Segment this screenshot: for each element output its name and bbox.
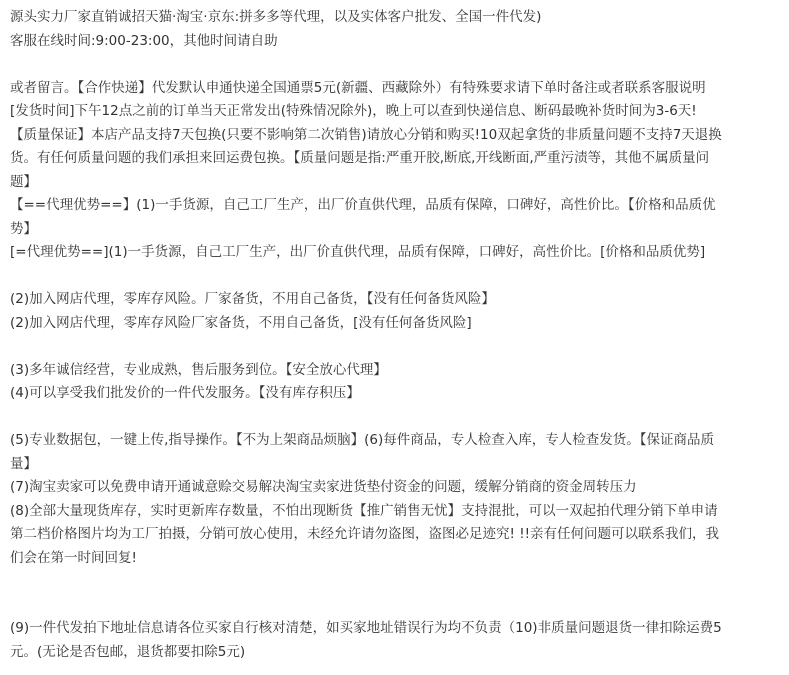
spacer — [10, 570, 728, 617]
quality-guarantee-paragraph: 【质量保证】本店产品支持7天包换(只要不影响第二次销售)请放心分销和购买!10双起拿货的非质量问题不支持7天退换货。有任何质量问题的我们承担来回运费包换。【质量问题是指:严重开胶,断底,开线断面,严重污渍等，其他不属质量问题】 — [10, 126, 722, 190]
product-description — [10, 6, 728, 664]
agent-advantage-2: (2)加入网店代理，零库存风险。厂家备货，不用自己备货，【没有任何备货风险】 — [10, 291, 495, 307]
spacer — [10, 53, 728, 77]
spacer — [10, 265, 728, 289]
courier-paragraph: 或者留言。【合作快递】代发默认申通快递全国通票5元(新疆、西藏除外）有特殊要求请下单时备注或者联系客服说明 — [10, 79, 706, 96]
spacer — [10, 335, 728, 359]
agent-advantage-1-alt: [=代理优势==](1)一手货源，自己工厂生产，出厂价直供代理，品质有保障，口碑好，高性价比。[价格和品质优势] — [10, 244, 706, 260]
agent-advantage-9-10: (9)一件代发拍下地址信息请各位买家自行核对清楚，如买家地址错误行为均不负责（10)非质量问题退货一律扣除运费5元。(无论是否包邮，退货都要扣除5元) — [10, 620, 722, 660]
intro-paragraph: 源头实力厂家直销诚招天猫·淘宝·京东:拼多多等代理，以及实体客户批发、全国一件代发) — [10, 9, 542, 25]
agent-advantage-1: 【==代理优势==】(1)一手货源，自己工厂生产，出厂价直供代理，品质有保障，口碑好，高性价比。【价格和品质优势】 — [10, 197, 716, 237]
service-hours: 客服在线时间:9:00-23:00，其他时间请自助 — [10, 32, 278, 49]
agent-advantage-4: (4)可以享受我们批发价的一件代发服务。【没有库存积压】 — [10, 385, 360, 401]
agent-advantage-2-alt: (2)加入网店代理，零库存风险厂家备货，不用自己备货，[没有任何备货风险] — [10, 314, 472, 331]
agent-advantage-3: (3)多年诚信经营，专业成熟，售后服务到位。【安全放心代理】 — [10, 361, 387, 378]
spacer — [10, 406, 728, 430]
agent-advantage-5-6: (5)专业数据包，一键上传,指导操作。【不为上架商品烦脑】(6)每件商品，专人检查入库，专人检查发货。【保证商品质量】 — [10, 432, 715, 472]
agent-advantage-8: (8)全部大量现货库存，实时更新库存数量，不怕出现断货【推广销售无忧】支持混批，可以一双起拍代理分销下单申请第二档价格图片均为工厂拍摄，分销可放心使用，未经允许请勿盗图，盗图必足迹究! !!亲有任何问题可以联系我们，我们会在第一时间回复! — [10, 502, 720, 566]
shipping-time-paragraph: [发货时间]下午12点之前的订单当天正常发出(特殊情况除外)，晚上可以查到快递信息、断码最晚补货时间为3-6天! — [10, 103, 697, 119]
agent-advantage-7: (7)淘宝卖家可以免费申请开通诚意赊交易解决淘宝卖家进货垫付资金的问题，缓解分销商的资金周转压力 — [10, 479, 637, 495]
